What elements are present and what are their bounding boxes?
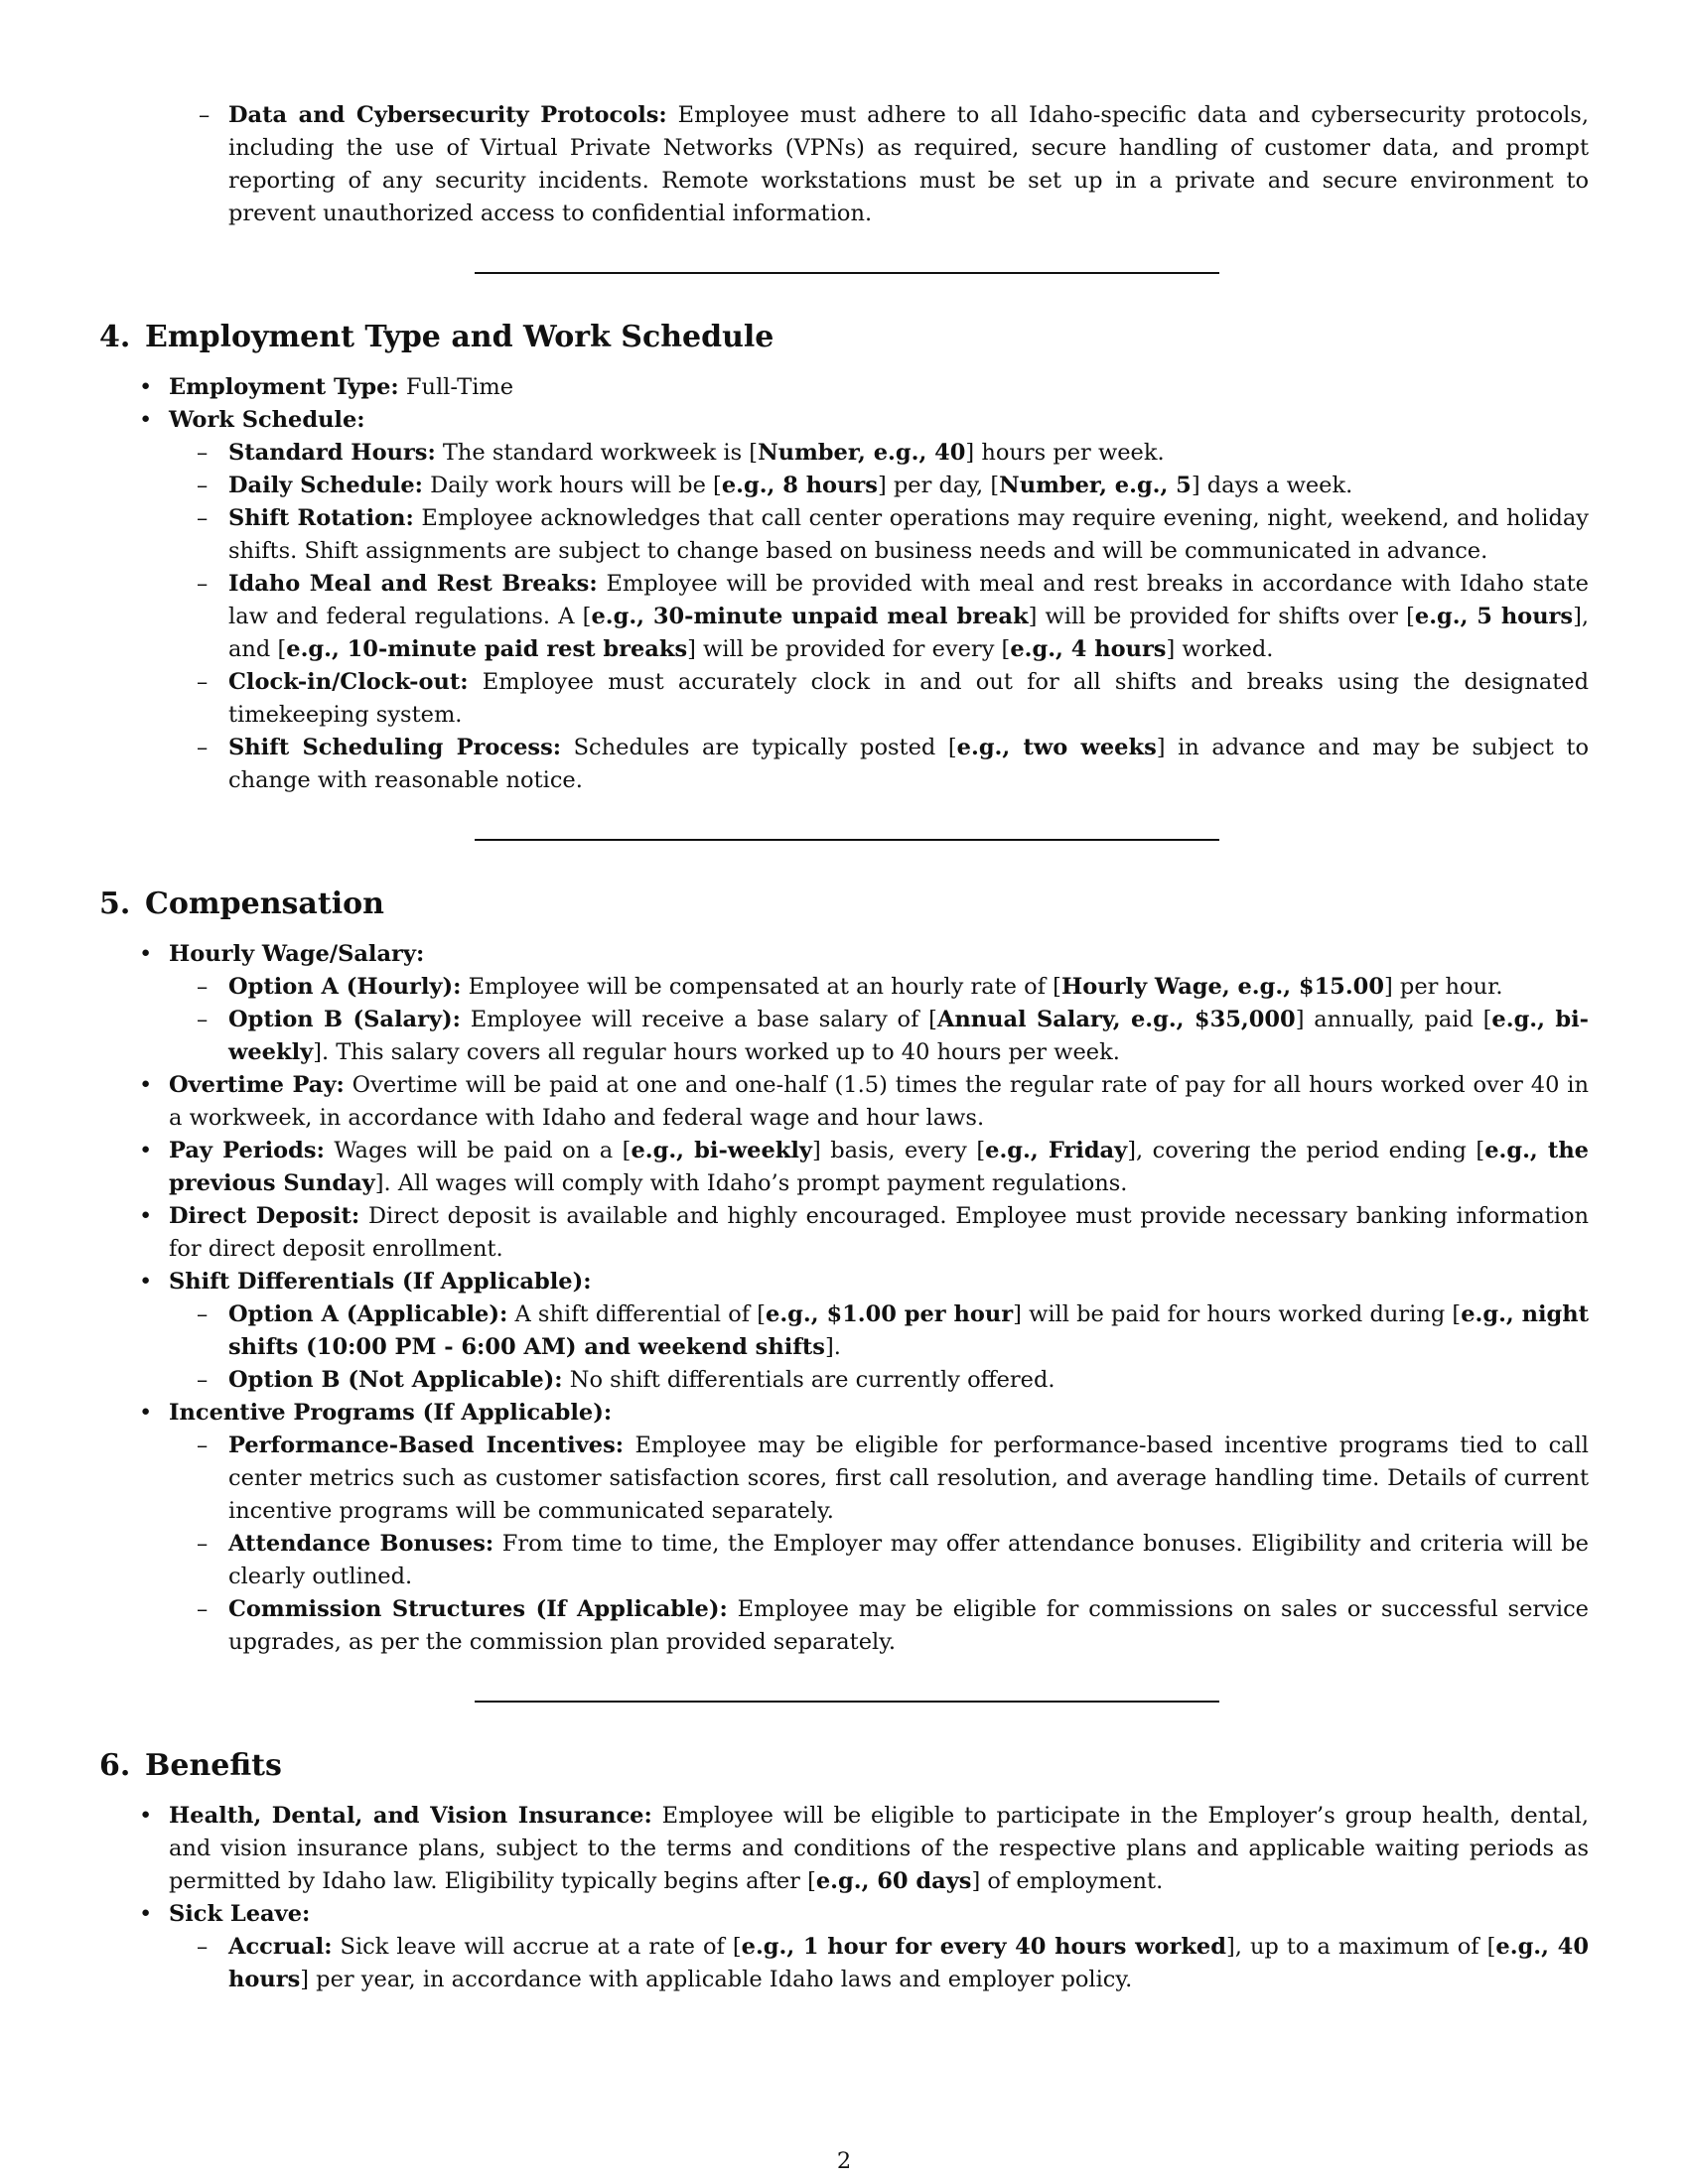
list-item: – Option A (Hourly): Employee will be compensated at an hourly rate of [Hourly Wage, e.g., $15.00] per hour. — [228, 971, 1589, 1004]
work-schedule-sublist — [169, 437, 1589, 797]
section-divider — [475, 839, 1219, 841]
list-item: – Clock-in/Clock-out: Employee must accurately clock in and out for all shifts and breaks using the designated timekeeping system. — [228, 666, 1589, 732]
list-item: • Shift Differentials (If Applicable): – Option A (Applicable): A shift differential of [e.g., $1.00 per hour] will be paid for hours worked during [e.g., night shifts (10:00 PM - 6:00 AM) and weekend shifts]. – Option B (Not Applicable): No shift differentials are currently offered. — [169, 1266, 1589, 1397]
list-item: – Attendance Bonuses: From time to time, the Employer may offer attendance bonuses. Eligibility and criteria will be clearly outlined. — [228, 1528, 1589, 1593]
section-heading-4: 4. Employment Type and Work Schedule — [99, 320, 774, 354]
wage-sublist — [169, 971, 1589, 1069]
sick-leave-sublist — [169, 1931, 1589, 1996]
list-item: – Daily Schedule: Daily work hours will be [e.g., 8 hours] per day, [Number, e.g., 5] days a week. — [228, 470, 1589, 502]
differentials-sublist — [169, 1298, 1589, 1397]
list-item: – Performance-Based Incentives: Employee may be eligible for performance-based incentive programs tied to call center metrics such as customer satisfaction scores, first call resolution, and average handling time. Details of current incentive programs will be communicated separately. — [228, 1430, 1589, 1528]
list-item: – Shift Rotation: Employee acknowledges that call center operations may require evening, night, weekend, and holiday shifts. Shift assignments are subject to change based on business needs and will be communicated in advance. — [228, 502, 1589, 568]
list-item: – Shift Scheduling Process: Schedules are typically posted [e.g., two weeks] in advance and may be subject to change with reasonable notice. — [228, 732, 1589, 797]
section-divider — [475, 1701, 1219, 1703]
section-heading-6: 6. Benefits — [99, 1748, 282, 1783]
list-item: – Commission Structures (If Applicable): Employee may be eligible for commissions on sales or successful service upgrades, as per the commission plan provided separately. — [228, 1593, 1589, 1659]
list-item: • Pay Periods: Wages will be paid on a [e.g., bi-weekly] basis, every [e.g., Friday], covering the period ending [e.g., the previous Sunday]. All wages will comply with Idaho’s prompt payment regulations. — [169, 1135, 1589, 1200]
list-item: – Option B (Not Applicable): No shift differentials are currently offered. — [228, 1364, 1589, 1397]
list-item: – Accrual: Sick leave will accrue at a rate of [e.g., 1 hour for every 40 hours worked], up to a maximum of [e.g., 40 hours] per year, in accordance with applicable Idaho laws and employer policy. — [228, 1931, 1589, 1996]
list-item: • Hourly Wage/Salary: – Option A (Hourly): Employee will be compensated at an hourly rate of [Hourly Wage, e.g., $15.00] per hour. – Option B (Salary): Employee will receive a base salary of [Annual Salary, e.g., $35,000] annually, paid [e.g., bi-weekly]. This salary covers all regular hours worked up to 40 hours per week. — [169, 938, 1589, 1069]
list-item: – Option A (Applicable): A shift differential of [e.g., $1.00 per hour] will be paid for hours worked during [e.g., night shifts (10:00 PM - 6:00 AM) and weekend shifts]. — [228, 1298, 1589, 1364]
list-item: • Employment Type: Full-Time — [169, 371, 1589, 404]
section-6-list — [99, 1800, 1589, 1996]
section-5-list — [99, 938, 1589, 1659]
cybersecurity-item: – Data and Cybersecurity Protocols: Employee must adhere to all Idaho-specific data and cybersecurity protocols, including the use of Virtual Private Networks (VPNs) as required, secure handling of customer data, and prompt reporting of any security incidents. Remote workstations must be set up in a private and secure environment to prevent unauthorized access to confidential information. — [199, 102, 1590, 226]
list-item: – Idaho Meal and Rest Breaks: Employee will be provided with meal and rest breaks in accordance with Idaho state law and federal regulations. A [e.g., 30-minute unpaid meal break] will be provided for shifts over [e.g., 5 hours], and [e.g., 10-minute paid rest breaks] will be provided for every [e.g., 4 hours] worked. — [228, 568, 1589, 666]
list-item: • Incentive Programs (If Applicable): – Performance-Based Incentives: Employee may be eligible for performance-based incentive programs tied to call center metrics such as customer satisfaction scores, first call resolution, and average handling time. Details of current incentive programs will be communicated separately. – Attendance Bonuses: From time to time, the Employer may offer attendance bonuses. Eligibility and criteria will be clearly outlined. – Commission Structures (If Applicable): Employee may be eligible for commissions on sales or successful service upgrades, as per the commission plan provided separately. — [169, 1397, 1589, 1659]
section-heading-5: 5. Compensation — [99, 887, 384, 921]
list-item: • Health, Dental, and Vision Insurance: Employee will be eligible to participate in the Employer’s group health, dental, and vision insurance plans, subject to the terms and conditions of the respective plans and applicable waiting periods as permitted by Idaho law. Eligibility typically begins after [e.g., 60 days] of employment. — [169, 1800, 1589, 1898]
incentives-sublist — [169, 1430, 1589, 1659]
list-item: • Work Schedule: – Standard Hours: The standard workweek is [Number, e.g., 40] hours per week. – Daily Schedule: Daily work hours will be [e.g., 8 hours] per day, [Number, e.g., 5] days a week. – Shift Rotation: Employee acknowledges that call center operations may require evening, night, weekend, and holiday shifts. Shift assignments are subject to change based on business needs and will be communicated in advance. – Idaho Meal and Rest Breaks: Employee will be provided with meal and rest breaks in accordance with Idaho state law and federal regulations. A [e.g., 30-minute unpaid meal break] will be provided for shifts over [e.g., 5 hours], and [e.g., 10-minute paid rest breaks] will be provided for every [e.g., 4 hours] worked. – Clock-in/Clock-out: Employee must accurately clock in and out for all shifts and breaks using the designated timekeeping system. – Shift Scheduling Process: Schedules are typically posted [e.g., two weeks] in advance and may be subject to change with reasonable notice. — [169, 404, 1589, 797]
page-number: 2 — [836, 2148, 852, 2174]
list-item: • Direct Deposit: Direct deposit is available and highly encouraged. Employee must provide necessary banking information for direct deposit enrollment. — [169, 1200, 1589, 1266]
section-divider — [475, 272, 1219, 274]
item-label: Data and Cybersecurity Protocols: — [228, 102, 667, 128]
list-item: • Sick Leave: – Accrual: Sick leave will accrue at a rate of [e.g., 1 hour for every 40 hours worked], up to a maximum of [e.g., 40 hours] per year, in accordance with applicable Idaho laws and employer policy. — [169, 1898, 1589, 1996]
list-item: – Option B (Salary): Employee will receive a base salary of [Annual Salary, e.g., $35,000] annually, paid [e.g., bi-weekly]. This salary covers all regular hours worked up to 40 hours per week. — [228, 1004, 1589, 1069]
page-content — [99, 99, 1589, 1996]
list-item: • Overtime Pay: Overtime will be paid at one and one-half (1.5) times the regular rate of pay for all hours worked over 40 in a workweek, in accordance with Idaho and federal wage and hour laws. — [169, 1069, 1589, 1135]
section-4-list — [99, 371, 1589, 797]
list-item: – Standard Hours: The standard workweek is [Number, e.g., 40] hours per week. — [228, 437, 1589, 470]
